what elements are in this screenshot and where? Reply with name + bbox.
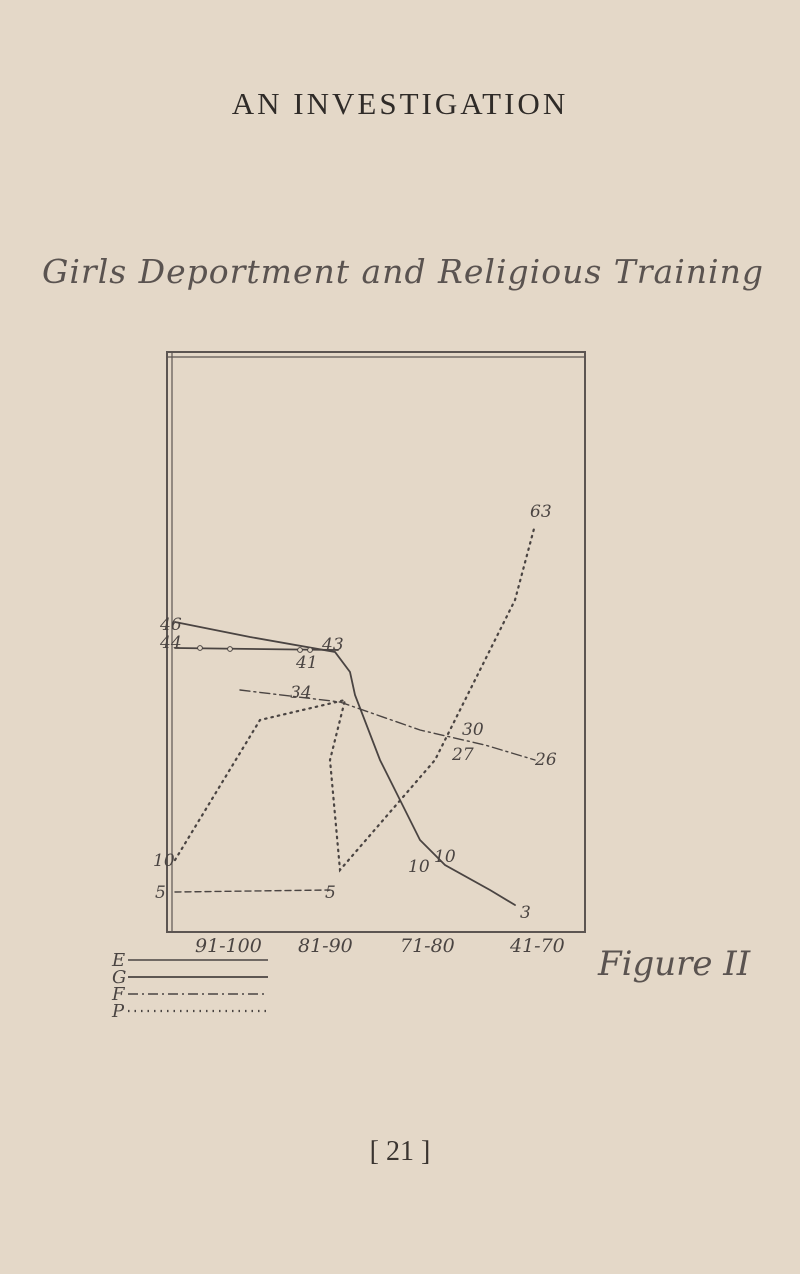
legend-label: G (112, 967, 127, 988)
legend-label: P (112, 1001, 125, 1022)
page-header: AN INVESTIGATION (231, 86, 569, 121)
point-label: 5 (155, 883, 166, 903)
x-tick-labels (195, 935, 565, 957)
plot-frame (167, 352, 585, 932)
x-tick-label: 91-100 (195, 935, 262, 957)
series-line-f (240, 690, 535, 760)
handwritten-chart-title: Girls Deportment and Religious Training (42, 252, 764, 291)
series-g-point (198, 646, 203, 651)
legend-label: E (112, 950, 126, 971)
point-label: 46 (160, 615, 182, 635)
point-label: 43 (322, 635, 344, 655)
figure-label: Figure II (598, 944, 751, 984)
legend (111, 950, 268, 1022)
point-label: 10 (434, 847, 456, 867)
point-label: 10 (153, 851, 175, 871)
point-labels (153, 502, 557, 923)
point-label: 30 (462, 720, 484, 740)
point-label: 26 (535, 750, 557, 770)
point-label: 41 (296, 653, 318, 673)
point-label: 27 (452, 745, 474, 765)
series-g-point (228, 647, 233, 652)
page-number: [ 21 ] (369, 1136, 431, 1167)
series-line-dashed (175, 890, 330, 892)
point-label: 5 (325, 883, 336, 903)
series-g-point (298, 648, 303, 653)
series-g-point (308, 648, 313, 653)
series-lines (175, 525, 535, 905)
x-tick-label: 41-70 (510, 935, 565, 957)
x-tick-label: 71-80 (400, 935, 455, 957)
x-tick-label: 81-90 (298, 935, 353, 957)
legend-label: F (112, 984, 125, 1005)
point-label: 34 (290, 683, 312, 703)
point-label: 44 (160, 633, 182, 653)
point-label: 3 (520, 903, 531, 923)
point-label: 63 (530, 502, 552, 522)
point-label: 10 (408, 857, 430, 877)
